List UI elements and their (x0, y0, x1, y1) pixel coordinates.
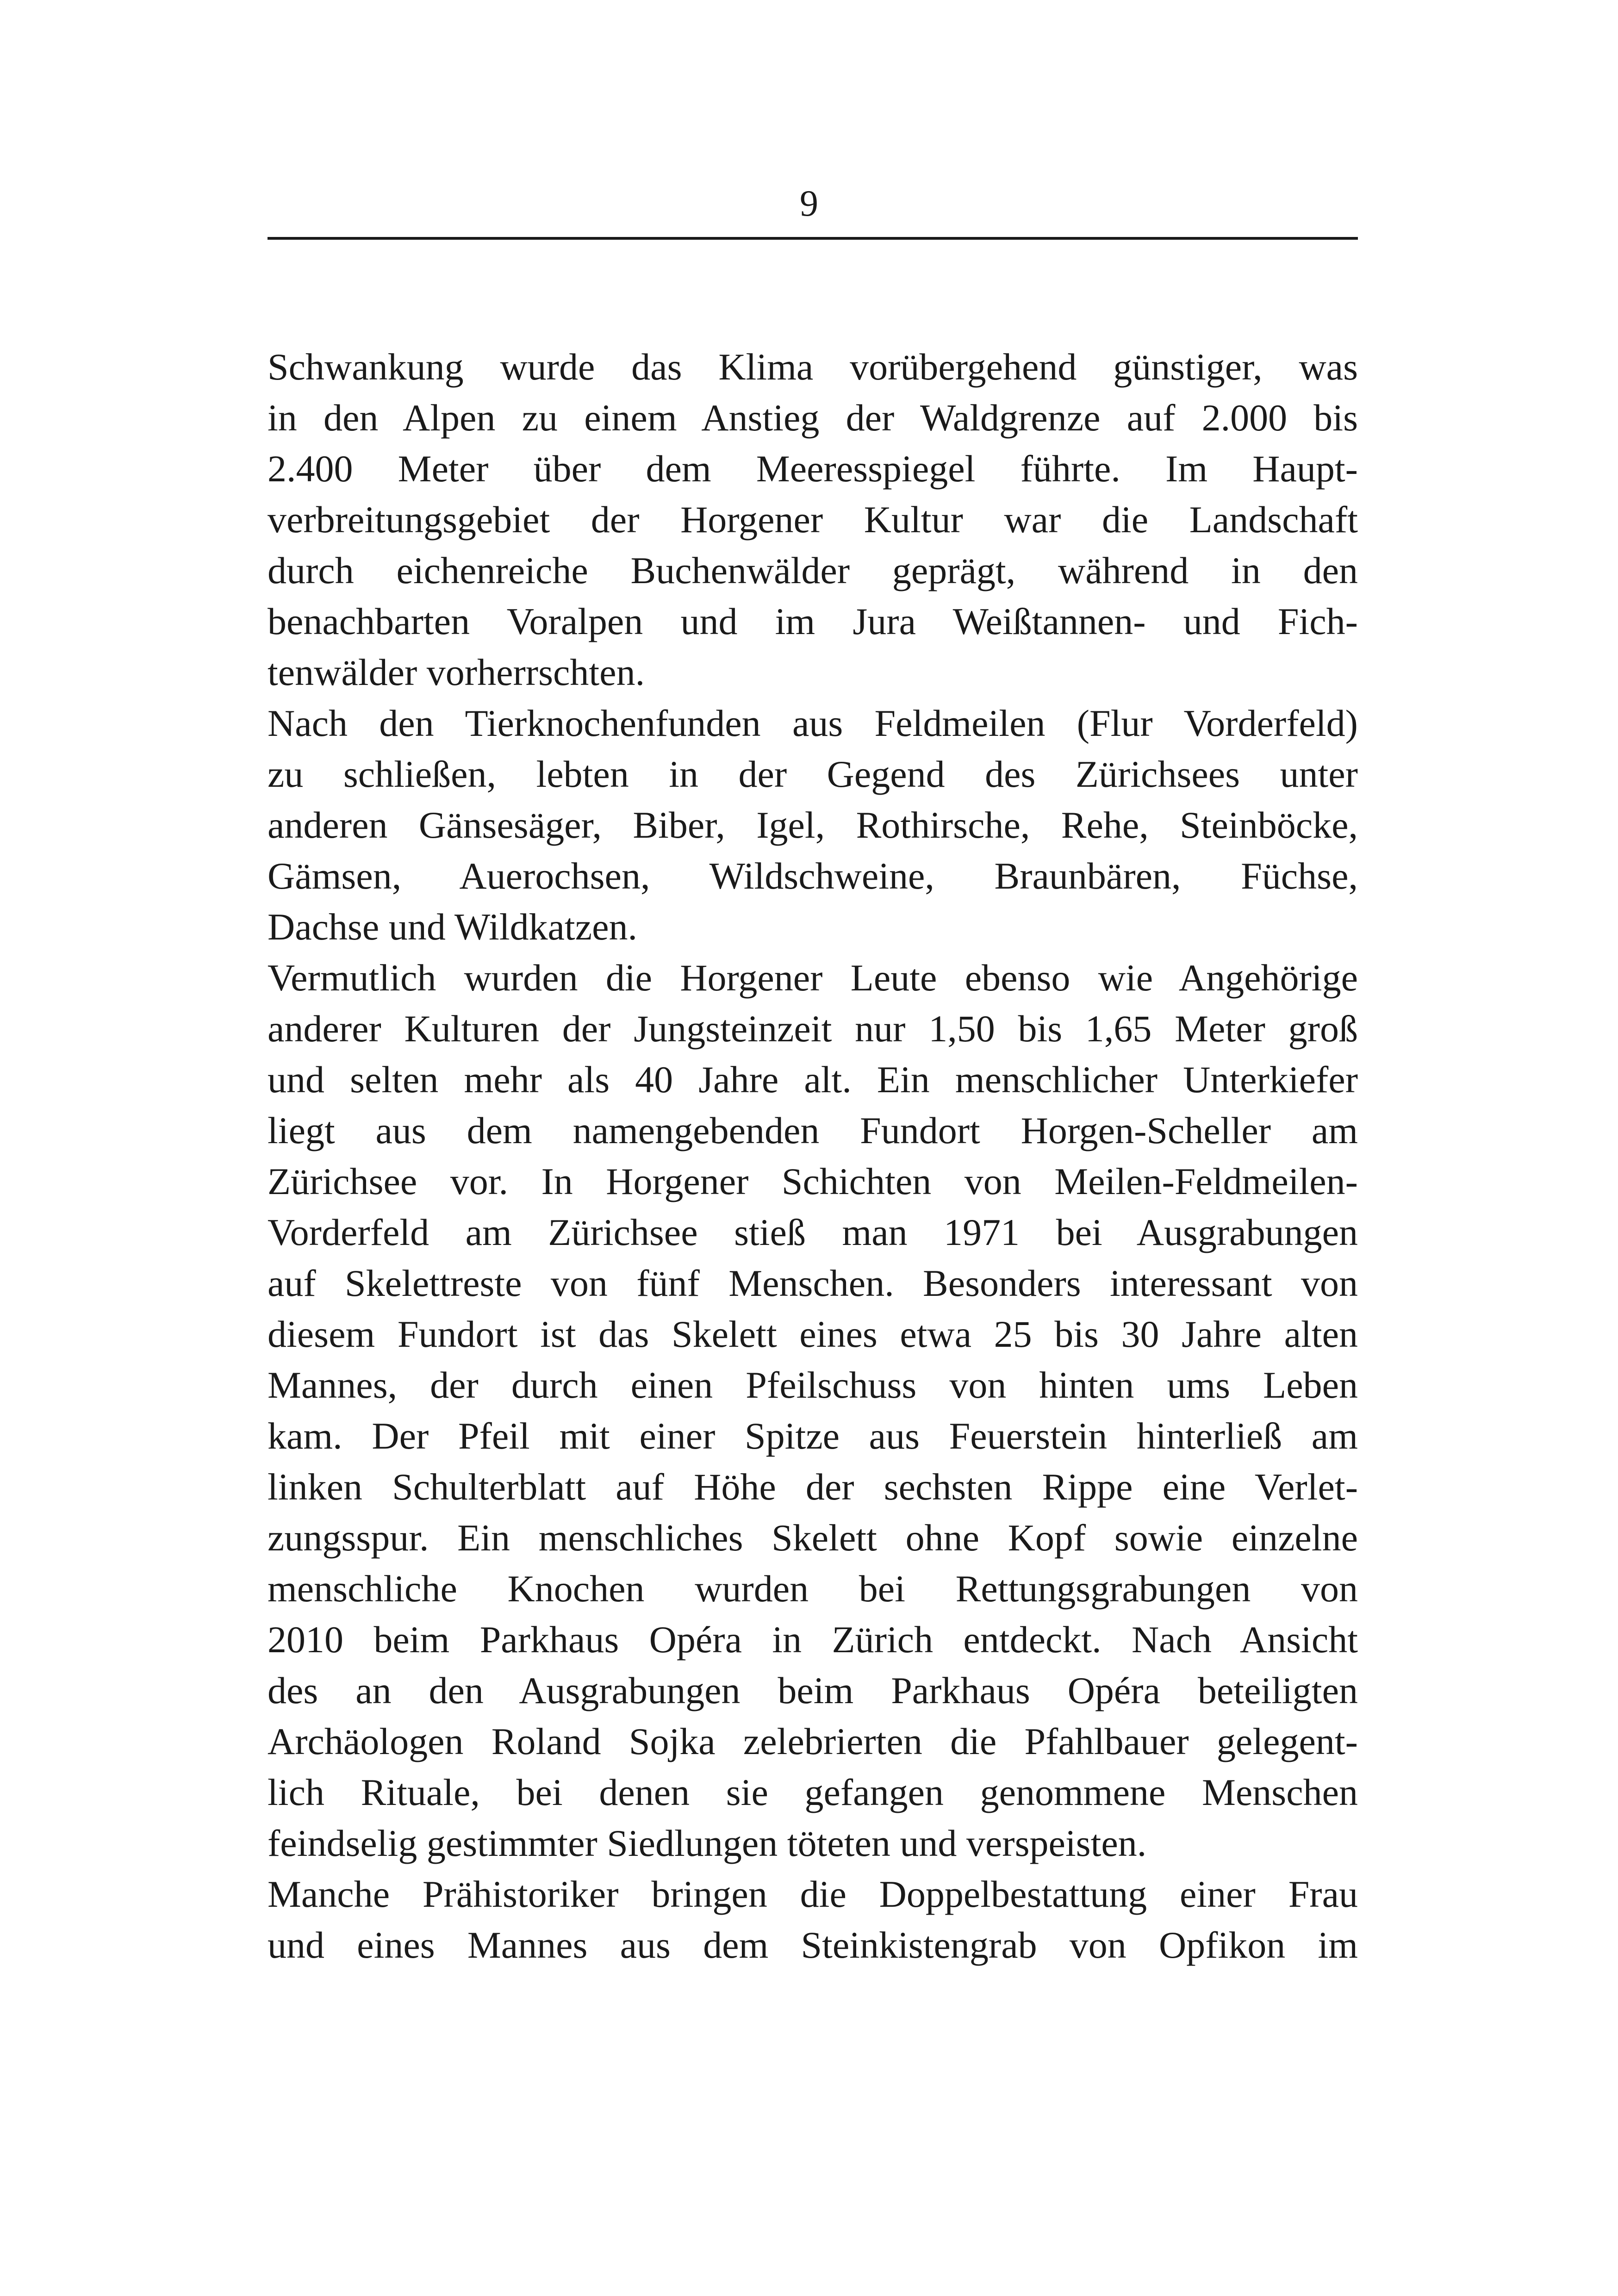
text-line: Vermutlich wurden die Horgener Leute ebenso wie Angehörige (268, 957, 1358, 999)
page-number: 9 (800, 183, 818, 224)
text-line: Manche Prähistoriker bringen die Doppelbestattung einer Frau (268, 1873, 1358, 1915)
text-line: benachbarten Voralpen und im Jura Weißtannen- und Fich- (268, 600, 1358, 642)
text-line: lich Rituale, bei denen sie gefangen genommene Menschen (268, 1771, 1358, 1813)
text-line: Mannes, der durch einen Pfeilschuss von hinten ums Leben (268, 1364, 1358, 1406)
text-line: tenwälder vorherrschten. (268, 651, 645, 693)
text-line: zu schließen, lebten in der Gegend des Zürichsees unter (268, 753, 1358, 795)
text-line: und eines Mannes aus dem Steinkistengrab von Opfikon im (268, 1924, 1358, 1966)
text-line: 2010 beim Parkhaus Opéra in Zürich entdeckt. Nach Ansicht (268, 1618, 1358, 1661)
text-line: Dachse und Wildkatzen. (268, 906, 637, 948)
text-line: 2.400 Meter über dem Meeresspiegel führte. Im Haupt- (268, 448, 1358, 490)
header-rule (268, 237, 1358, 240)
text-line: Nach den Tierknochenfunden aus Feldmeilen (Flur Vorderfeld) (268, 702, 1358, 744)
body-text (268, 342, 1358, 1971)
text-line: anderen Gänsesäger, Biber, Igel, Rothirsche, Rehe, Steinböcke, (268, 804, 1358, 846)
text-line: des an den Ausgrabungen beim Parkhaus Opéra beteiligten (268, 1669, 1358, 1711)
text-line: Schwankung wurde das Klima vorübergehend günstiger, was (268, 346, 1358, 388)
text-line: Archäologen Roland Sojka zelebrierten die Pfahlbauer gelegent- (268, 1720, 1358, 1762)
text-line: linken Schulterblatt auf Höhe der sechsten Rippe eine Verlet- (268, 1466, 1358, 1508)
text-line: diesem Fundort ist das Skelett eines etwa 25 bis 30 Jahre alten (268, 1313, 1358, 1355)
text-line: anderer Kulturen der Jungsteinzeit nur 1,50 bis 1,65 Meter groß (268, 1008, 1358, 1050)
text-line: liegt aus dem namengebenden Fundort Horgen-Scheller am (268, 1109, 1358, 1151)
text-line: zungsspur. Ein menschliches Skelett ohne Kopf sowie einzelne (268, 1517, 1358, 1559)
text-line: menschliche Knochen wurden bei Rettungsgrabungen von (268, 1568, 1358, 1610)
text-line: Zürichsee vor. In Horgener Schichten von Meilen-Feldmeilen- (268, 1160, 1358, 1202)
text-line: in den Alpen zu einem Anstieg der Waldgrenze auf 2.000 bis (268, 397, 1358, 439)
text-line: verbreitungsgebiet der Horgener Kultur war die Landschaft (268, 498, 1358, 541)
text-line: Gämsen, Auerochsen, Wildschweine, Braunbären, Füchse, (268, 855, 1358, 897)
text-line: kam. Der Pfeil mit einer Spitze aus Feuerstein hinterließ am (268, 1415, 1358, 1457)
text-line: auf Skelettreste von fünf Menschen. Besonders interessant von (268, 1262, 1358, 1304)
text-line: Vorderfeld am Zürichsee stieß man 1971 bei Ausgrabungen (268, 1211, 1358, 1253)
text-line: durch eichenreiche Buchenwälder geprägt, während in den (268, 549, 1358, 591)
text-line: und selten mehr als 40 Jahre alt. Ein menschlicher Unterkiefer (268, 1058, 1358, 1101)
text-line: feindselig gestimmter Siedlungen töteten und verspeisten. (268, 1822, 1147, 1864)
